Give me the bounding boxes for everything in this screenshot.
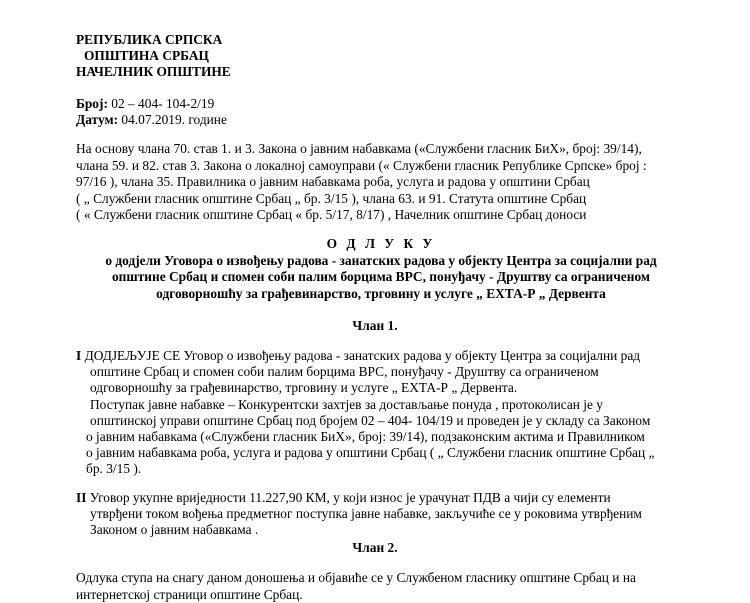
intro-line: члана 59. и 82. став 3. Закона о локалној самоуправи (« Службени гласник Републике Српске» број : xyxy=(76,157,647,173)
decision-subject-line: о додјели Уговора о извођењу радова - занатских радова у објекту Центра за социјални рад xyxy=(105,252,657,268)
section-1-line: општине Србац и спомен соби палим борцима ВРС, понуђачу - Друштву са ограниченом xyxy=(90,364,599,380)
document-number: Број: 02 – 404- 104-2/19 xyxy=(76,96,215,111)
decision-subject-line: општине Србац и спомен соби палим борцима ВРС, понуђачу - Друштву са ограниченом xyxy=(111,269,651,285)
section-2-line: утврђени током вођења предметног поступка јавне набавке, закључиће се у роковима утврђеним xyxy=(90,506,642,522)
section-2-line: Законом о јавним набавкама . xyxy=(90,522,259,538)
section-1-line: одговорношћу за грађевинарство, трговину и услуге „ ЕХТА-Р „ Дервента. xyxy=(90,380,518,396)
document-date: Датум: 04.07.2019. године xyxy=(76,112,227,127)
decision-title xyxy=(76,236,686,302)
section-1-numeral: I xyxy=(76,348,82,363)
final-provision xyxy=(76,570,636,603)
intro-line: На основу члана 70. став 1. и 3. Закона о јавним набавкама («Службени гласник БиХ», број: 39/14), xyxy=(76,141,642,156)
section-2-numeral: II xyxy=(76,490,87,505)
letterhead-office: НАЧЕЛНИК ОПШТИНЕ xyxy=(76,64,231,79)
section-2-first-line: II Уговор укупне вриједности 11.227,90 КМ, у који износ је урачунат ПДВ а чији су елементи xyxy=(76,490,611,505)
section-1-line: Поступак јавне набавке – Конкурентски захтјев за достављање понуда , протоколисан је у xyxy=(90,396,604,412)
section-1-line: општинској управи општине Србац под бројем 02 – 404- 104/19 и проведен је у складу са Законом xyxy=(90,412,651,428)
letterhead-municipality: ОПШТИНА СРБАЦ xyxy=(84,48,209,63)
article-2-heading: Члан 2. xyxy=(352,540,398,555)
intro-line: ( „ Службени гласник општине Србац „ бр. 3/15 ), члана 63. и 91. Статута општине Србац xyxy=(76,190,587,206)
letterhead-republic: РЕПУБЛИКА СРПСКА xyxy=(76,32,223,47)
decision-heading: О Д Л У К У xyxy=(326,236,436,251)
document-meta xyxy=(76,96,227,128)
final-line: Одлука ступа на снагу даном доношења и објавиће се у Службеном гласнику општине Србац и на xyxy=(76,570,636,585)
decision-subject-line: одговорношћу за грађевинарство, трговину и услуге „ ЕХТА-Р „ Дервента xyxy=(156,285,606,301)
intro-line: 97/16 ), члана 35. Правилника о јавним набавкама роба, услуга и радова у општини Србац xyxy=(76,174,590,190)
section-1-line: о јавним набавкама роба, услуга и радова у општини Србац ( „ Службени гласник општине Србац „ xyxy=(86,445,655,461)
legal-basis-paragraph xyxy=(76,141,696,224)
section-1-first-line: I ДОДЈЕЉУЈЕ СЕ Уговор о извођењу радова - занатских радова у објекту Центра за социјални рад xyxy=(76,348,641,363)
section-1-line: о јавним набавкама («Службени гласник БиХ», број: 39/14), подзаконским актима и Правилником xyxy=(86,429,645,445)
article-1-heading: Члан 1. xyxy=(352,318,398,333)
final-line: интернетској страници општине Србац. xyxy=(76,586,303,602)
section-1-line: бр. 3/15 ). xyxy=(86,461,142,477)
section-2 xyxy=(76,490,642,539)
intro-line: ( « Службени гласник општине Србац « бр. 5/17, 8/17) , Начелник општине Србац доноси xyxy=(76,207,587,223)
section-1 xyxy=(76,348,654,478)
letterhead xyxy=(76,32,231,80)
